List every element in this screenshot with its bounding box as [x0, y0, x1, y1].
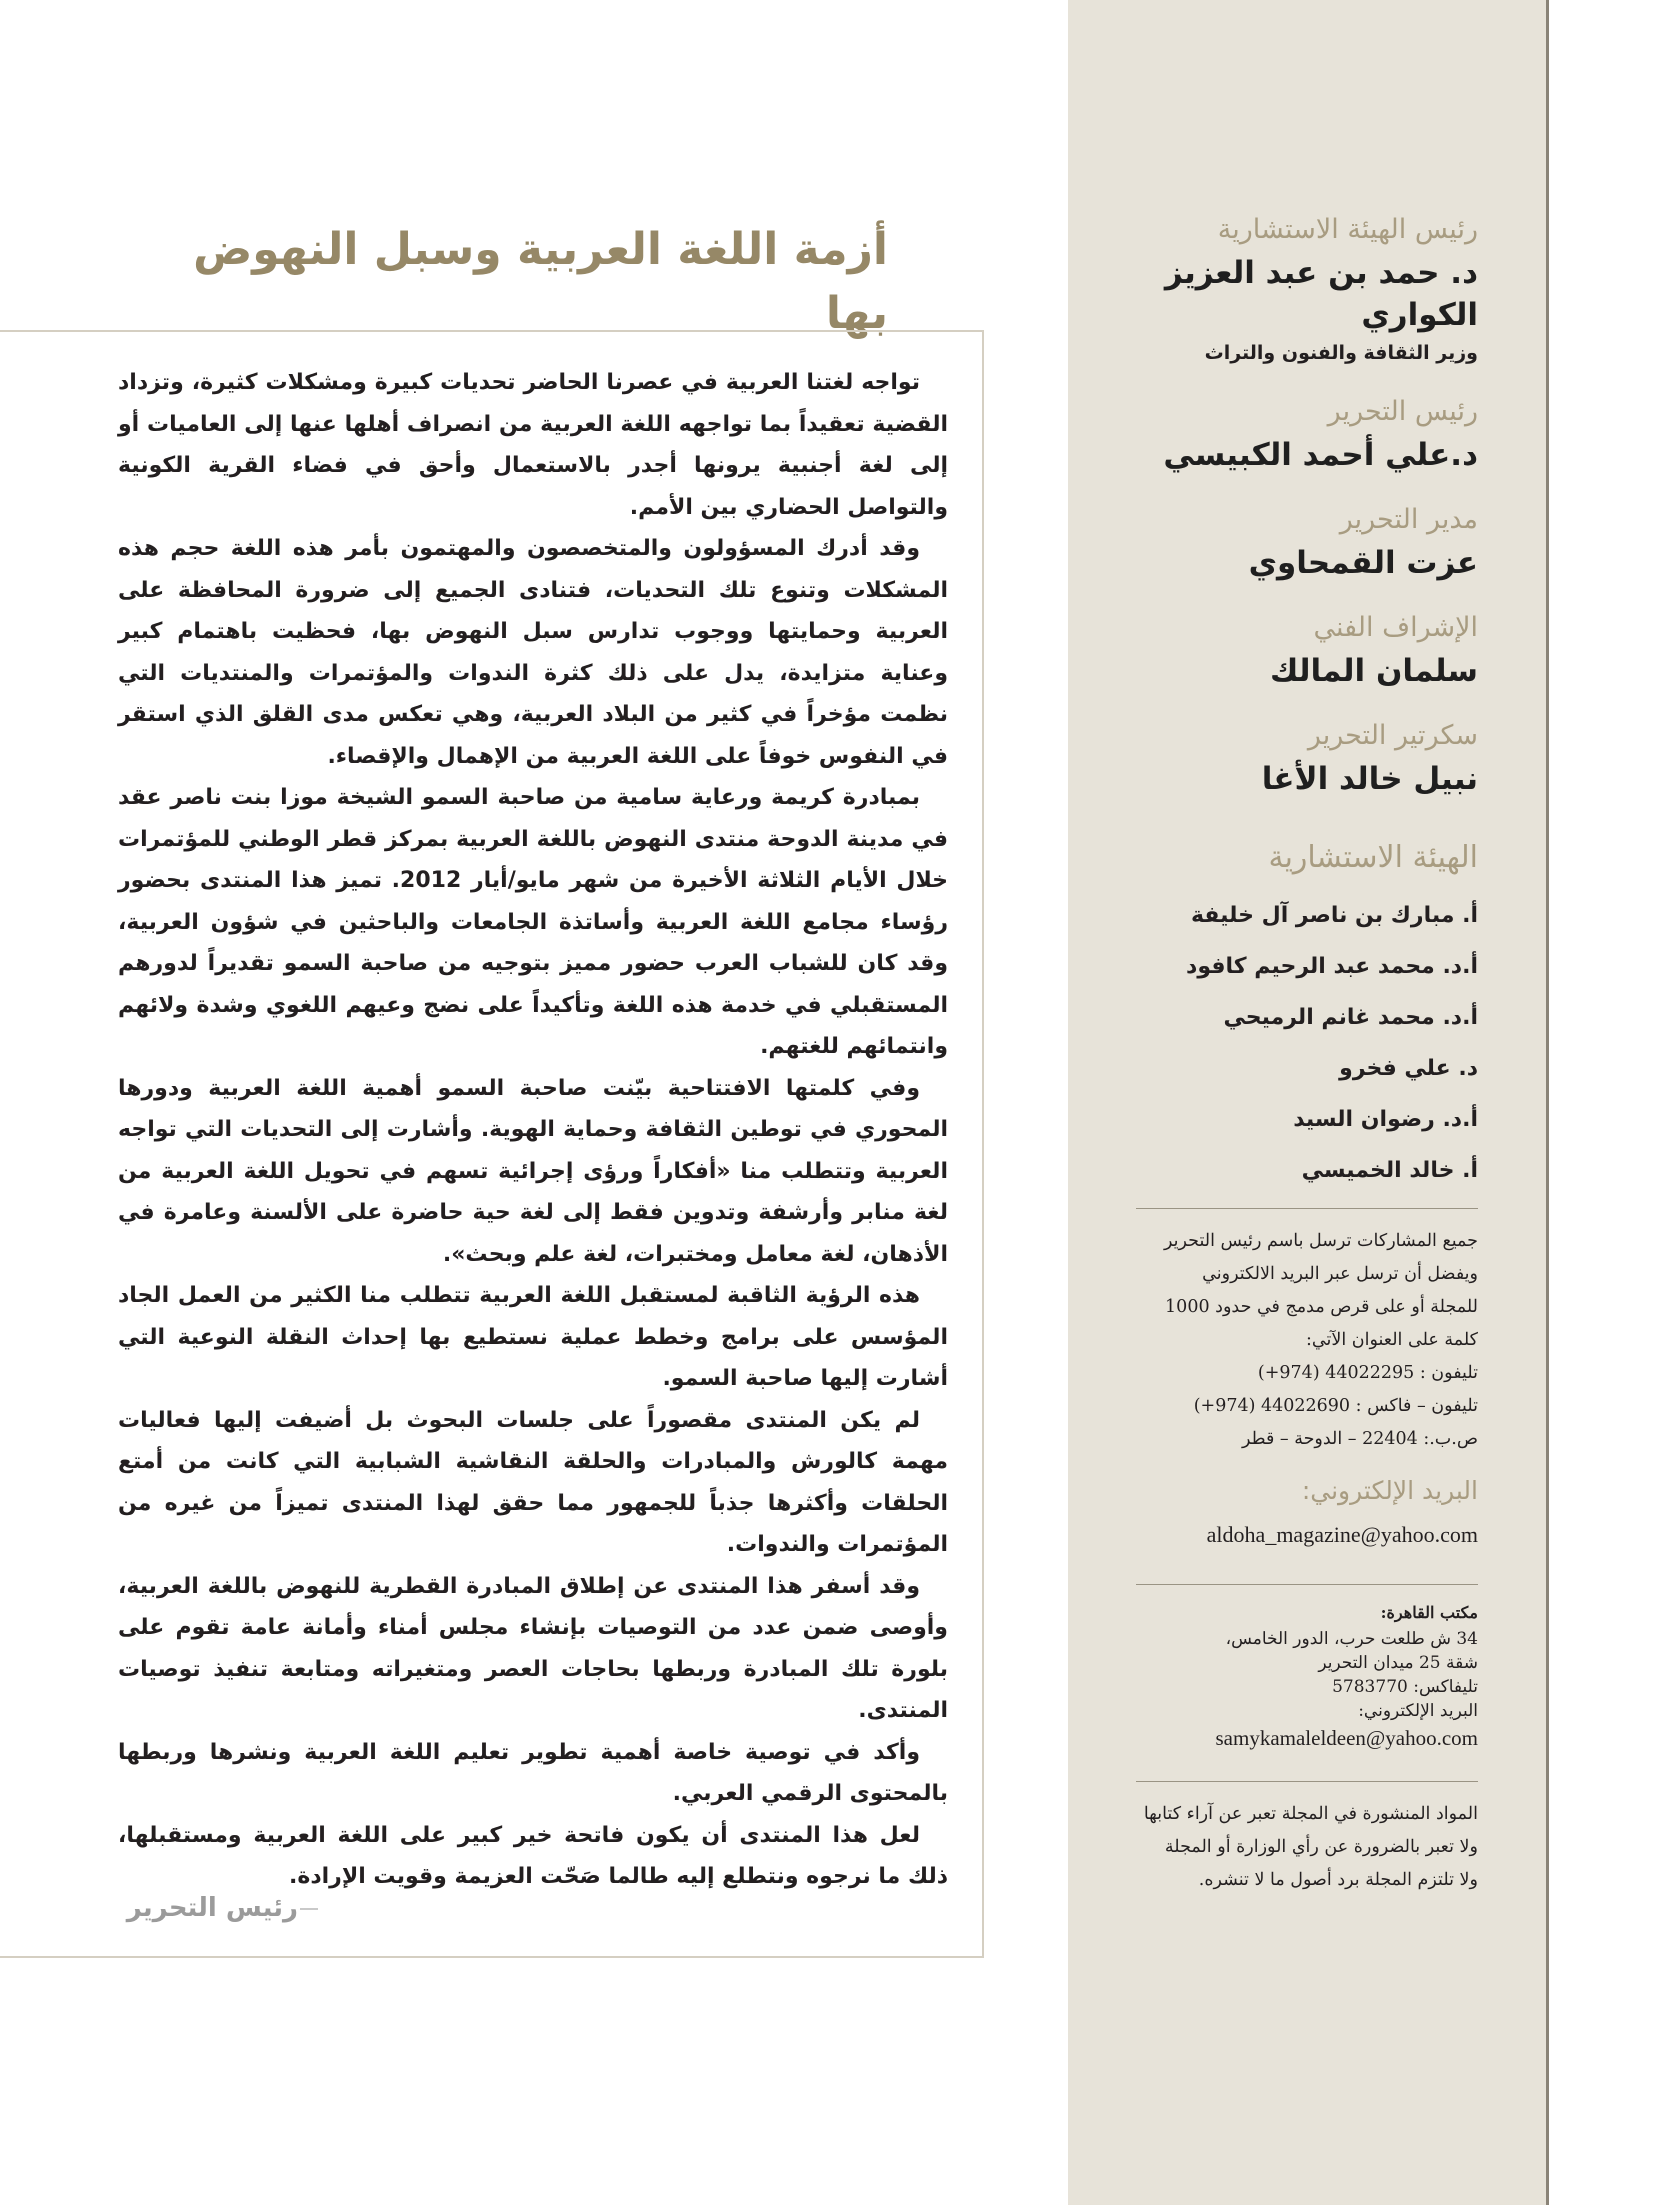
art-director-name: سلمان المالك [1269, 653, 1478, 689]
advisory-board-heading: الهيئة الاستشارية [1268, 840, 1478, 875]
magazine-email-link[interactable]: aldoha_magazine@yahoo.com [1206, 1522, 1478, 1547]
office-line: شقة 25 ميدان التحرير [1318, 1653, 1478, 1673]
po-box-line: ص.ب.: 22404 – الدوحة – قطر [1241, 1429, 1478, 1449]
divider [1136, 1208, 1478, 1209]
board-member: أ.د. محمد غانم الرميحي [1223, 1005, 1478, 1030]
advisory-board-list [1136, 890, 1478, 1196]
article-paragraph: وقد أسفر هذا المنتدى عن إطلاق المبادرة القطرية للنهوض باللغة العربية، وأوصى ضمن عدد من التوصيات بإنشاء مجلس أمناء وأمانة عامة تقوم على بلورة تلك المبادرة وربطها بحاجات العصر ومتغيراته ومتابعة تنفيذ توصيات المنتدى. [118, 1573, 948, 1723]
page-edge-line [1546, 0, 1549, 2205]
chair-name: د. حمد بن عبد العزيز الكواري [1164, 255, 1478, 333]
secretary-name: نبيل خالد الأغا [1261, 761, 1478, 797]
notice-line: للمجلة أو على قرص مدمج في حدود 1000 [1165, 1297, 1478, 1317]
art-director-role: الإشراف الفني [1313, 612, 1478, 643]
article-paragraph: بمبادرة كريمة ورعاية سامية من صاحبة السمو الشيخة موزا بنت ناصر عقد في مدينة الدوحة منتدى النهوض باللغة العربية بمركز قطر الوطني للمؤتمرات خلال الأيام الثلاثة الأخيرة من شهر مايو/أيار 2012. تميز هذا المنتدى بحضور رؤساء مجامع اللغة العربية وأساتذة الجامعات والباحثين في شؤون العربية، وقد كان للشباب العرب حضور مميز بتوجيه من صاحبة السمو تقديراً لدورهم المستقبلي في خدمة هذه اللغة وتأكيداً على نضج وعيهم اللغوي وشدة ولائهم وانتمائهم للغتهم. [118, 785, 949, 1059]
notice-line: كلمة على العنوان الآتي: [1305, 1330, 1478, 1350]
article-paragraph: هذه الرؤية الثاقبة لمستقبل اللغة العربية تتطلب منا الكثير من العمل الجاد المؤسس على برامج وخطط عملية نستطيع بها إحداث النقلة النوعية التي أشارت إليها صاحبة السمو. [118, 1283, 948, 1391]
phone-line: تليفون : 44022295 (974+) [1257, 1363, 1478, 1383]
fax-line: تليفون – فاكس : 44022690 (974+) [1193, 1396, 1478, 1416]
divider [1136, 1584, 1478, 1585]
office-title: مكتب القاهرة: [1380, 1603, 1478, 1622]
board-member: أ.د. محمد عبد الرحيم كافود [1186, 954, 1478, 979]
chief-editor-role: رئيس التحرير [1327, 396, 1478, 427]
masthead-sidebar [1068, 0, 1546, 2205]
office-email-link[interactable]: samykamaleldeen@yahoo.com [1215, 1726, 1478, 1750]
submission-notice [1136, 1225, 1478, 1456]
disclaimer-line: ولا تلتزم المجلة برد أصول ما لا تنشره. [1198, 1870, 1478, 1890]
board-member: أ. خالد الخميسي [1301, 1158, 1478, 1183]
article-body [118, 362, 948, 1898]
article-paragraph: وقد أدرك المسؤولون والمتخصصون والمهتمون بأمر هذه اللغة حجم هذه المشكلات وتنوع تلك التحديات، فتنادى الجميع إلى ضرورة المحافظة على العربية وحمايتها ووجوب تدارس سبل النهوض بها، فحظيت باهتمام كبير وعناية متزايدة، يدل على ذلك كثرة الندوات والمؤتمرات والمنتديات التي نظمت مؤخراً في كثير من البلاد العربية، وهي تعكس مدى القلق الذي استقر في النفوس خوفاً على اللغة العربية من الإهمال والإقصاء. [118, 536, 948, 769]
notice-line: جميع المشاركات ترسل باسم رئيس التحرير [1163, 1231, 1478, 1251]
board-member: أ.د. رضوان السيد [1293, 1107, 1478, 1132]
disclaimer-line: المواد المنشورة في المجلة تعبر عن آراء كتابها [1143, 1804, 1478, 1824]
email-label: البريد الإلكتروني: [1301, 1476, 1478, 1505]
managing-editor-name: عزت القمحاوي [1248, 545, 1478, 581]
board-member: د. علي فخرو [1339, 1056, 1478, 1081]
divider [1136, 1781, 1478, 1782]
cairo-office [1136, 1601, 1478, 1753]
article-paragraph: لم يكن المنتدى مقصوراً على جلسات البحوث بل أضيفت إليها فعاليات مهمة كالورش والمبادرات والحلقة النقاشية الشبابية التي كانت من أمتع الحلقات وأكثرها جذباً للجمهور مما حقق لهذا المنتدى تميزاً من غيره من المؤتمرات والندوات. [118, 1407, 948, 1557]
office-line: 34 ش طلعت حرب، الدور الخامس، [1225, 1629, 1478, 1649]
disclaimer [1136, 1798, 1478, 1897]
article-title: أزمة اللغة العربية وسبل النهوض بها [193, 224, 888, 339]
article-paragraph: لعل هذا المنتدى أن يكون فاتحة خير كبير على اللغة العربية ومستقبلها، ذلك ما نرجوه ونتطلع إليه طالما صَحّت العزيمة وقويت الإرادة. [118, 1822, 948, 1889]
managing-editor-role: مدير التحرير [1339, 504, 1478, 535]
article-paragraph: تواجه لغتنا العربية في عصرنا الحاضر تحديات كبيرة ومشكلات كثيرة، وتزداد القضية تعقيداً بما تواجهه اللغة العربية من انصراف أهلها عنها إلى العاميات أو إلى لغة أجنبية يرونها أجدر بالاستعمال وأحق في فضاء القرية الكونية والتواصل الحضاري بين الأمم. [118, 370, 948, 520]
notice-line: ويفضل أن ترسل عبر البريد الالكتروني [1202, 1264, 1478, 1284]
board-member: أ. مبارك بن ناصر آل خليفة [1190, 903, 1478, 928]
office-line: البريد الإلكتروني: [1358, 1701, 1478, 1721]
article-signature: رئيس التحرير [126, 1893, 298, 1923]
secretary-role: سكرتير التحرير [1307, 720, 1478, 751]
office-line: تليفاكس: 5783770 [1332, 1677, 1478, 1697]
chair-role: رئيس الهيئة الاستشارية [1217, 214, 1478, 245]
article-paragraph: وأكد في توصية خاصة أهمية تطوير تعليم اللغة العربية ونشرها وربطها بالمحتوى الرقمي العربي. [118, 1739, 948, 1806]
chair-title: وزير الثقافة والفنون والتراث [1204, 342, 1478, 364]
signature-dash [300, 1908, 318, 1910]
chief-editor-name: د.علي أحمد الكبيسي [1163, 437, 1478, 473]
disclaimer-line: ولا تعبر بالضرورة عن رأي الوزارة أو المجلة [1164, 1837, 1478, 1857]
article-paragraph: وفي كلمتها الافتتاحية بيّنت صاحبة السمو أهمية اللغة العربية ودورها المحوري في توطين الثقافة وحماية الهوية. وأشارت إلى التحديات التي تواجه العربية وتتطلب منا «أفكاراً ورؤى إجرائية تسهم في تحويل اللغة العربية من لغة منابر وأرشفة وتدوين فقط إلى لغة حية حاضرة على الألسنة وعامرة في الأذهان، لغة معامل ومختبرات، لغة علم وبحث». [118, 1075, 948, 1267]
